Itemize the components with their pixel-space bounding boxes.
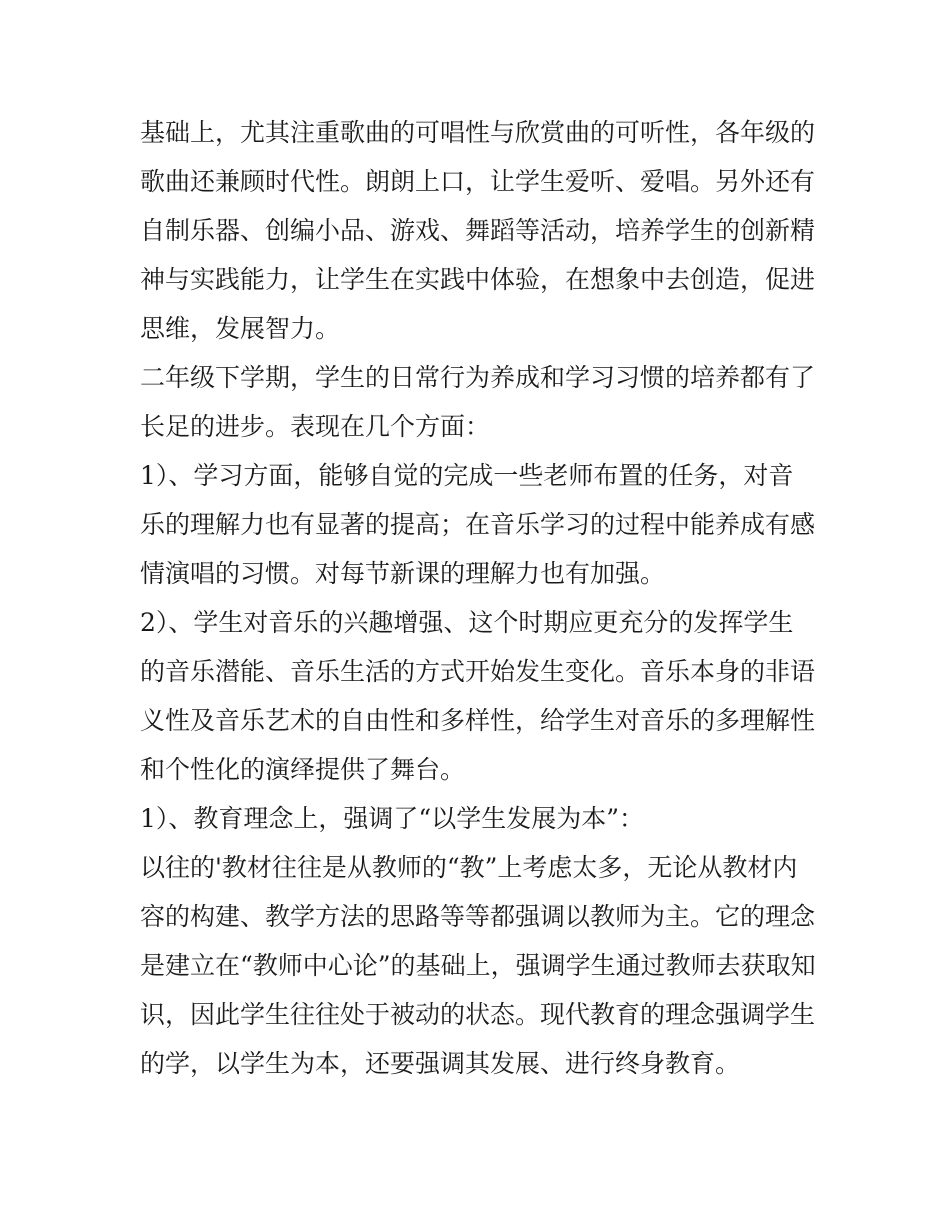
text-line: 神与实践能力，让学生在实践中体验，在想象中去创造，促进 bbox=[140, 265, 816, 294]
text-line: 是建立在“教师中心论”的基础上，强调学生通过教师去获取知 bbox=[140, 951, 816, 980]
text-line: 情演唱的习惯。对每节新课的理解力也有加强。 bbox=[140, 559, 666, 588]
text-line: 1）、教育理念上，强调了“以学生发展为本”： bbox=[140, 804, 644, 833]
text-line: 二年级下学期，学生的日常行为养成和学习习惯的培养都有了 bbox=[140, 363, 816, 392]
text-line: 思维，发展智力。 bbox=[140, 314, 341, 343]
text-line: 义性及音乐艺术的自由性和多样性，给学生对音乐的多理解性 bbox=[140, 706, 816, 735]
text-line: 歌曲还兼顾时代性。朗朗上口，让学生爱听、爱唱。另外还有 bbox=[140, 167, 816, 196]
text-line: 的学，以学生为本，还要强调其发展、进行终身教育。 bbox=[140, 1049, 741, 1078]
text-line: 长足的进步。表现在几个方面： bbox=[140, 412, 491, 441]
text-line: 容的构建、教学方法的思路等等都强调以教师为主。它的理念 bbox=[140, 902, 816, 931]
text-line: 自制乐器、创编小品、游戏、舞蹈等活动，培养学生的创新精 bbox=[140, 216, 816, 245]
text-line: 1）、学习方面，能够自觉的完成一些老师布置的任务，对音 bbox=[140, 461, 794, 490]
text-line: 基础上，尤其注重歌曲的可唱性与欣赏曲的可听性，各年级的 bbox=[140, 118, 816, 147]
text-line: 识，因此学生往往处于被动的状态。现代教育的理念强调学生 bbox=[140, 1000, 816, 1029]
text-line: 乐的理解力也有显著的提高；在音乐学习的过程中能养成有感 bbox=[140, 510, 816, 539]
document-page bbox=[140, 108, 820, 1088]
text-line: 和个性化的演绎提供了舞台。 bbox=[140, 755, 466, 784]
text-line: 以往的'教材往往是从教师的“教”上考虑太多，无论从教材内 bbox=[140, 853, 798, 882]
text-line: 的音乐潜能、音乐生活的方式开始发生变化。音乐本身的非语 bbox=[140, 657, 816, 686]
text-line: 2）、学生对音乐的兴趣增强、这个时期应更充分的发挥学生 bbox=[140, 608, 794, 637]
